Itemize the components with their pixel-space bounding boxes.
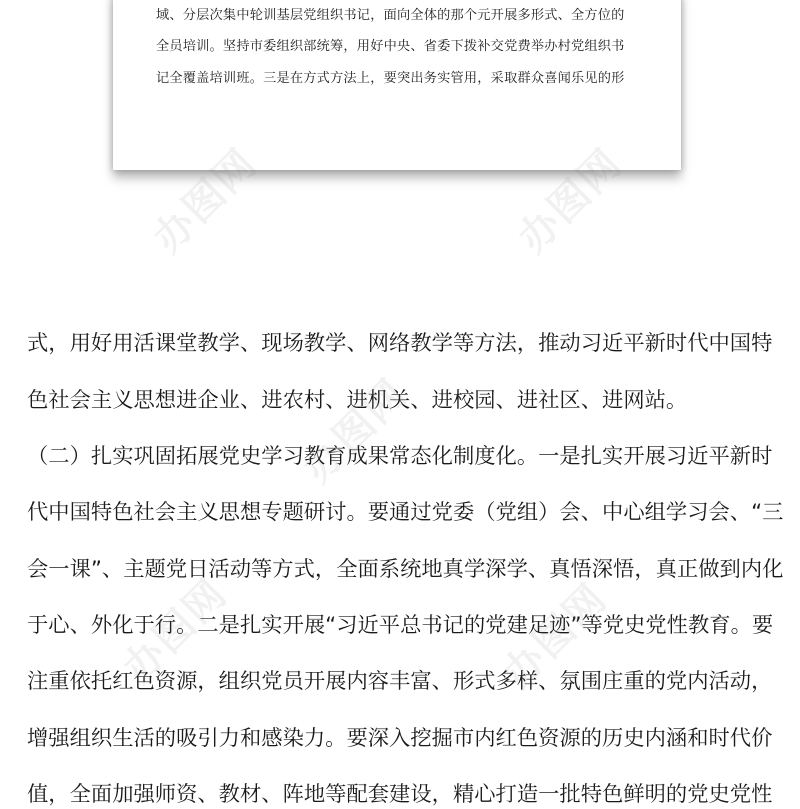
body-text-line: 注重依托红色资源，组织党员开展内容丰富、形式多样、氛围庄重的党内活动， xyxy=(27,669,773,694)
body-text-line: 于心、外化于行。二是扎实开展“习近平总书记的党建足迹”等党史党性教育。要 xyxy=(27,613,774,638)
body-text-line: 会一课”、主题党日活动等方式，全面系统地真学深学、真悟深悟，真正做到内化 xyxy=(27,557,784,582)
body-text-line: 增强组织生活的吸引力和感染力。要深入挖掘市内红色资源的历史内涵和时代价 xyxy=(27,726,773,751)
body-text-line: 代中国特色社会主义思想专题研讨。要通过党委（党组）会、中心组学习会、“三 xyxy=(27,500,784,525)
page-preview-card xyxy=(113,0,681,170)
watermark: 办图网 xyxy=(294,370,417,492)
card-text-line: 域、分层次集中轮训基层党组织书记，面向全体的那个元开展多形式、全方位的 xyxy=(156,8,625,23)
watermark: 办图网 xyxy=(494,575,617,697)
card-text-line: 记全覆盖培训班。三是在方式方法上，要突出务实管用，采取群众喜闻乐见的形 xyxy=(156,71,625,86)
body-text-line: （二）扎实巩固拓展党史学习教育成果常态化制度化。一是扎实开展习近平新时 xyxy=(27,444,773,469)
body-text-line: 色社会主义思想进企业、进农村、进机关、进校园、进社区、进网站。 xyxy=(27,388,688,413)
card-text-line: 全员培训。坚持市委组织部统筹，用好中央、省委下拨补交党费举办村党组织书 xyxy=(156,39,625,54)
watermark: 办图网 xyxy=(114,570,237,692)
body-text-line: 式，用好用活课堂教学、现场教学、网络教学等方法，推动习近平新时代中国特 xyxy=(27,331,773,356)
body-text-line: 值，全面加强师资、教材、阵地等配套建设，精心打造一批特色鲜明的党史党性 xyxy=(27,782,773,807)
watermark: 办图网 xyxy=(509,140,632,262)
watermark: 办图网 xyxy=(144,140,267,262)
